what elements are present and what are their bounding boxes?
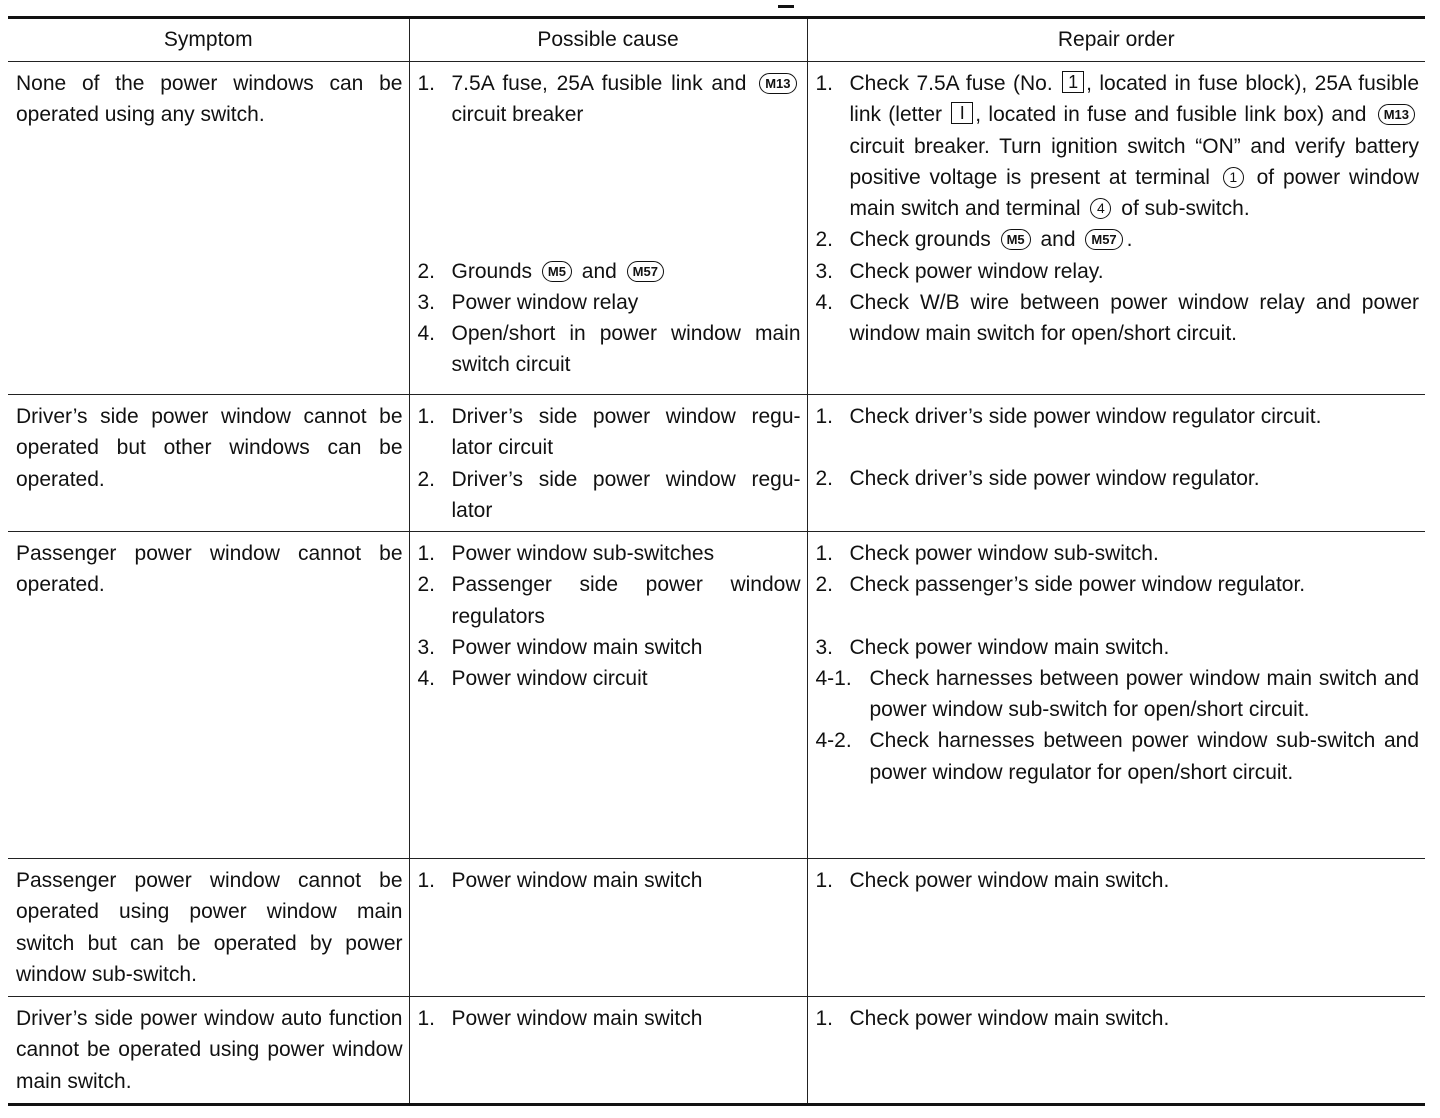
repair-item: 1. Check power window main switch. bbox=[815, 869, 1170, 892]
repair-item: 2. Check passenger’s side power window regulator. bbox=[815, 573, 1306, 597]
fusible-link-letter-box: I bbox=[951, 102, 973, 124]
repair-item: 1. Check 7.5A fuse (No. 1 , located in fuse block), 25A fusible link (letter I , located in fuse and fusible link box) and M13 circuit breaker. Turn ignition switch “ON” and verify battery positive voltage is present at terminal 1 of power window main switch and terminal 4 of sub-switch. bbox=[815, 72, 1419, 221]
table-row bbox=[8, 395, 1425, 532]
repair-cell bbox=[807, 532, 1425, 859]
cause-item: 4. Power window circuit bbox=[417, 667, 648, 691]
cause-cell bbox=[409, 532, 807, 859]
cause-cell bbox=[409, 62, 807, 395]
cause-cell bbox=[409, 395, 807, 532]
repair-cell bbox=[807, 997, 1425, 1105]
connector-m13-icon: M13 bbox=[1378, 104, 1415, 125]
cause-item: 3. Power window relay bbox=[417, 290, 639, 314]
cause-cell bbox=[409, 859, 807, 997]
table-row bbox=[8, 859, 1425, 997]
connector-m5-icon: M5 bbox=[1001, 229, 1031, 250]
table-row bbox=[8, 997, 1425, 1105]
symptom-cell: Passenger power window cannot be operated. bbox=[8, 532, 409, 859]
cause-item: 4. Open/short in power window main switch circuit bbox=[417, 322, 801, 377]
header-symptom: Symptom bbox=[8, 18, 409, 62]
cause-item: 1. Power window sub-switches bbox=[417, 542, 715, 565]
connector-m57-icon: M57 bbox=[627, 261, 664, 282]
symptom-cell: Passenger power window cannot be operated using power window main switch but can be operated by power window sub-switch. bbox=[8, 859, 409, 997]
table-header-row bbox=[8, 18, 1425, 62]
repair-item: 3. Check power window relay. bbox=[815, 259, 1104, 283]
table-row bbox=[8, 532, 1425, 859]
repair-cell bbox=[807, 62, 1425, 395]
header-possible-cause: Possible cause bbox=[409, 18, 807, 62]
repair-item: 4-2. Check harnesses between power window sub-switch and power window regulator for open/short circuit. bbox=[815, 729, 1419, 784]
table-row bbox=[8, 62, 1425, 395]
terminal-circle-icon: 4 bbox=[1090, 198, 1111, 219]
repair-cell bbox=[807, 859, 1425, 997]
cause-item: 1. 7.5A fuse, 25A fusible link and M13 circuit breaker bbox=[418, 68, 801, 131]
repair-item: 2. Check driver’s side power window regulator. bbox=[815, 467, 1260, 491]
symptom-cell: Driver’s side power window cannot be operated but other windows can be operated. bbox=[8, 395, 409, 532]
repair-item: 4-1. Check harnesses between power window main switch and power window sub-switch for open/short circuit. bbox=[815, 666, 1419, 722]
cause-item: 1. Power window main switch bbox=[417, 1007, 703, 1030]
repair-cell bbox=[807, 395, 1425, 532]
connector-m57-icon: M57 bbox=[1085, 229, 1122, 250]
repair-item: 3. Check power window main switch. bbox=[815, 635, 1170, 659]
fuse-number-box: 1 bbox=[1062, 71, 1084, 93]
cause-item: 3. Power window main switch bbox=[417, 635, 703, 659]
cause-item: 2. Driver’s side power window regu- lator bbox=[417, 467, 801, 522]
repair-item: 1. Check driver’s side power window regulator circuit. bbox=[815, 405, 1322, 428]
cause-cell bbox=[409, 997, 807, 1105]
connector-m5-icon: M5 bbox=[542, 261, 572, 282]
repair-item: 1. Check power window sub-switch. bbox=[815, 542, 1159, 565]
connector-m13-icon: M13 bbox=[759, 73, 796, 94]
repair-item: 1. Check power window main switch. bbox=[815, 1007, 1170, 1030]
header-repair-order: Repair order bbox=[807, 18, 1425, 62]
symptom-cell: Driver’s side power window auto function cannot be operated using power window main switch. bbox=[8, 997, 409, 1105]
repair-item: 2. Check grounds M5 and M57 . bbox=[815, 228, 1133, 252]
cause-item: 1. Power window main switch bbox=[417, 869, 703, 892]
cause-item: 2. Grounds M5 and M57 bbox=[418, 256, 801, 287]
repair-item: 4. Check W/B wire between power window relay and power window main switch for open/short circuit. bbox=[815, 291, 1419, 346]
cause-item: 1. Driver’s side power window regu- lator circuit bbox=[417, 405, 801, 460]
header-tick-mark bbox=[778, 5, 794, 8]
symptom-cell: None of the power windows can be operated using any switch. bbox=[8, 62, 409, 395]
cause-item: 2. Passenger side power window regulators bbox=[417, 573, 801, 628]
terminal-circle-icon: 1 bbox=[1223, 167, 1244, 188]
troubleshooting-table bbox=[8, 16, 1425, 1106]
